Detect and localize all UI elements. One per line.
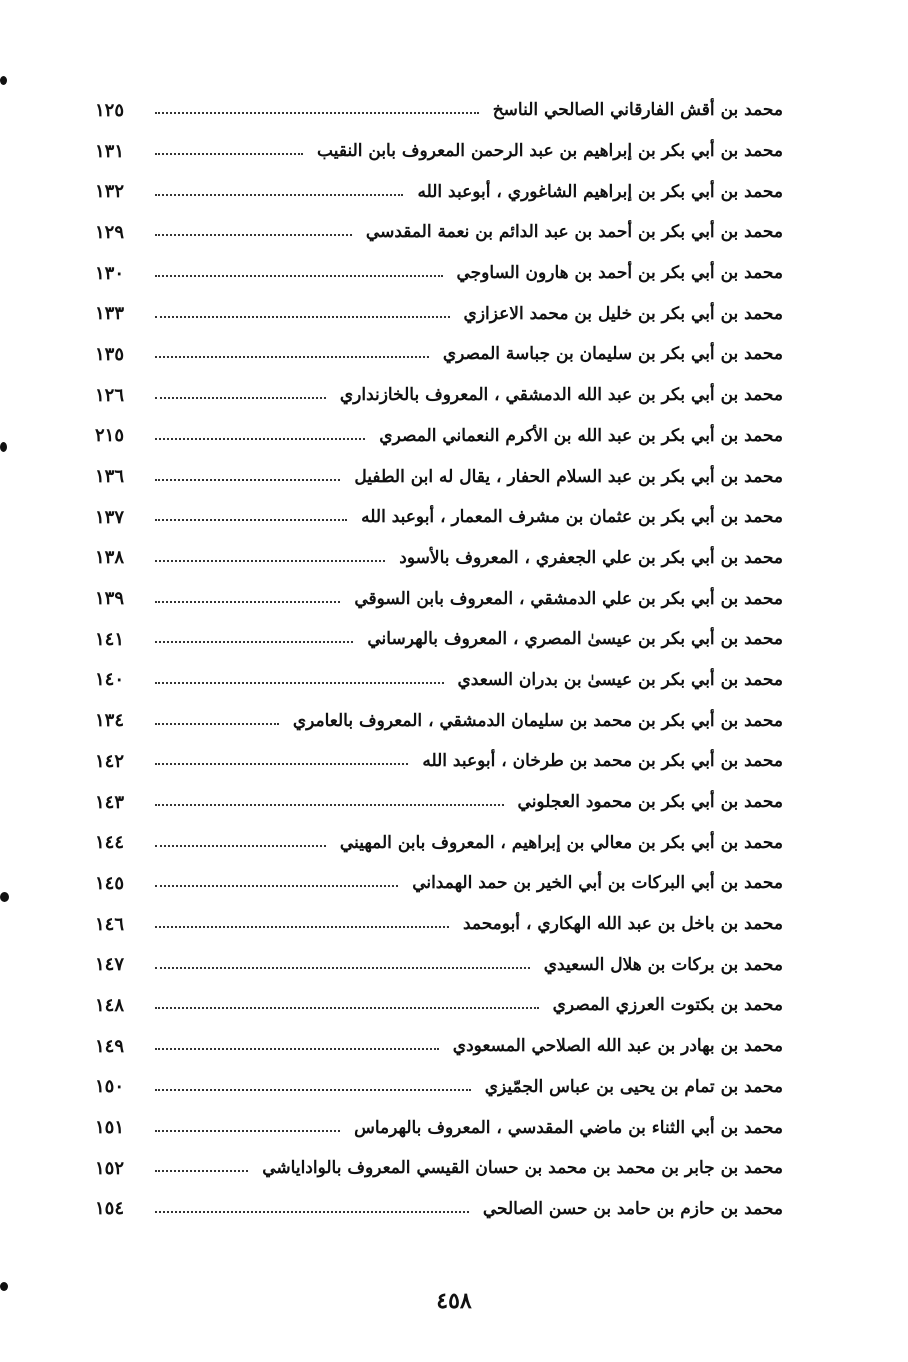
- entry-page-number: ١٥٠: [95, 1076, 125, 1098]
- dot-leader: [155, 479, 340, 481]
- entry-name: محمد بن أبي بكر بن أحمد بن عبد الدائم بن نعمة المقدسي: [365, 222, 783, 243]
- entry-page-number: ١٢٩: [95, 221, 125, 243]
- entry-name: محمد بن أبي الثناء بن ماضي المقدسي ، المعروف بالهرماس: [354, 1117, 783, 1138]
- binding-mark: [0, 1282, 8, 1291]
- entry-page-number: ١٤١: [95, 628, 125, 650]
- entry-name: محمد بن أبي بكر بن عبد الله بن الأكرم النعماني المصري: [379, 425, 783, 446]
- index-entry: [95, 171, 783, 212]
- entry-name: محمد بن أبي بكر بن خليل بن محمد الاعزازي: [463, 303, 783, 324]
- index-entry: [95, 985, 783, 1026]
- dot-leader: [155, 316, 450, 318]
- index-entry: [95, 822, 783, 863]
- entry-name: محمد بن باخل بن عبد الله الهكاري ، أبومحمد: [462, 914, 783, 935]
- entry-page-number: ١٤٩: [95, 1035, 125, 1057]
- dot-leader: [155, 234, 352, 236]
- dot-leader: [155, 1048, 439, 1050]
- index-entry: [95, 1107, 783, 1148]
- entry-name: محمد بن أبي بكر بن إبراهيم بن عبد الرحمن المعروف بابن النقيب: [317, 141, 783, 162]
- entry-page-number: ١٤٤: [95, 832, 125, 854]
- entry-name: محمد بن أبي بكر بن معالي بن إبراهيم ، المعروف بابن المهيني: [339, 832, 783, 853]
- dot-leader: [155, 397, 326, 399]
- dot-leader: [155, 926, 449, 928]
- entry-page-number: ٢١٥: [95, 425, 125, 447]
- index-entry: [95, 619, 783, 660]
- index-entry: [95, 293, 783, 334]
- entry-page-number: ١٤٨: [95, 994, 125, 1016]
- index-entry: [95, 700, 783, 741]
- dot-leader: [155, 601, 340, 603]
- entry-name: محمد بن أبي بكر بن محمد بن طرخان ، أبوعبد الله: [422, 751, 783, 772]
- dot-leader: [155, 275, 443, 277]
- entry-name: محمد بن أبي بكر بن محمود العجلوني: [517, 792, 783, 813]
- entry-page-number: ١٥٢: [95, 1157, 125, 1179]
- index-entry: [95, 1189, 783, 1230]
- index-entry: [95, 1067, 783, 1108]
- index-entry: [95, 863, 783, 904]
- dot-leader: [155, 194, 403, 196]
- index-entry: [95, 253, 783, 294]
- entry-page-number: ١٣٨: [95, 547, 125, 569]
- index-entry: [95, 944, 783, 985]
- entry-name: محمد بن أقش الفارقاني الصالحي الناسخ: [492, 100, 783, 121]
- index-entry: [95, 497, 783, 538]
- entry-page-number: ١٣٠: [95, 262, 125, 284]
- index-entry: [95, 782, 783, 823]
- entry-page-number: ١٣٩: [95, 588, 125, 610]
- index-entry: [95, 416, 783, 457]
- index-entry: [95, 334, 783, 375]
- dot-leader: [155, 1007, 539, 1009]
- entry-name: محمد بن أبي بكر بن عبد السلام الحفار ، يقال له ابن الطفيل: [354, 466, 783, 487]
- dot-leader: [155, 682, 444, 684]
- index-entry: [95, 578, 783, 619]
- dot-leader: [155, 519, 347, 521]
- entry-page-number: ١٤٠: [95, 669, 125, 691]
- entry-page-number: ١٢٦: [95, 384, 125, 406]
- binding-mark: [0, 442, 7, 452]
- dot-leader: [155, 560, 385, 562]
- entry-page-number: ١٤٦: [95, 913, 125, 935]
- dot-leader: [155, 356, 429, 358]
- entry-name: محمد بن حازم بن حامد بن حسن الصالحي: [482, 1198, 783, 1219]
- entry-name: محمد بن أبي بكر بن عيسىٰ المصري ، المعروف بالهرساني: [367, 629, 783, 650]
- entry-page-number: ١٤٣: [95, 791, 125, 813]
- dot-leader: [155, 967, 530, 969]
- entry-name: محمد بن بكتوت العرزي المصري: [552, 995, 783, 1016]
- entry-name: محمد بن جابر بن محمد بن محمد بن حسان القيسي المعروف بالواداياشي: [262, 1158, 783, 1179]
- dot-leader: [155, 763, 408, 765]
- entry-page-number: ١٣٧: [95, 506, 125, 528]
- entry-name: محمد بن أبي بكر بن محمد بن سليمان الدمشقي ، المعروف بالعامري: [292, 710, 783, 731]
- dot-leader: [155, 1089, 471, 1091]
- entry-name: محمد بن أبي بكر بن إبراهيم الشاغوري ، أبوعبد الله: [417, 181, 783, 202]
- dot-leader: [155, 438, 365, 440]
- entry-page-number: ١٣٤: [95, 710, 125, 732]
- entry-page-number: ١٢٥: [95, 99, 125, 121]
- dot-leader: [155, 112, 479, 114]
- entry-name: محمد بن أبي بكر بن سليمان بن جباسة المصري: [442, 344, 783, 365]
- entry-page-number: ١٣٦: [95, 466, 125, 488]
- index-entry: [95, 90, 783, 131]
- page-number: ٤٥٨: [436, 1288, 472, 1314]
- index-entry: [95, 1148, 783, 1189]
- binding-mark: [0, 892, 9, 902]
- entry-name: محمد بن أبي بكر بن عيسىٰ بن بدران السعدي: [457, 669, 783, 690]
- index-entry: [95, 538, 783, 579]
- index-entry: [95, 131, 783, 172]
- entry-name: محمد بن تمام بن يحيى بن عباس الجمّيزي: [484, 1076, 783, 1097]
- index-entry: [95, 212, 783, 253]
- index-entries: [95, 90, 783, 1229]
- index-entry: [95, 741, 783, 782]
- entry-name: محمد بن أبي بكر بن عثمان بن مشرف المعمار ، أبوعبد الله: [361, 507, 783, 528]
- entry-name: محمد بن أبي بكر بن علي الدمشقي ، المعروف بابن السوقي: [354, 588, 783, 609]
- entry-page-number: ١٣١: [95, 140, 125, 162]
- index-entry: [95, 456, 783, 497]
- dot-leader: [155, 153, 303, 155]
- dot-leader: [155, 1170, 248, 1172]
- dot-leader: [155, 845, 326, 847]
- index-entry: [95, 904, 783, 945]
- dot-leader: [155, 1130, 340, 1132]
- dot-leader: [155, 641, 353, 643]
- entry-page-number: ١٤٢: [95, 750, 125, 772]
- entry-name: محمد بن أبي البركات بن أبي الخير بن حمد الهمداني: [412, 873, 783, 894]
- entry-name: محمد بن أبي بكر بن علي الجعفري ، المعروف بالأسود: [399, 547, 783, 568]
- entry-page-number: ١٤٥: [95, 872, 125, 894]
- index-entry: [95, 1026, 783, 1067]
- entry-page-number: ١٣٥: [95, 343, 125, 365]
- binding-mark: [0, 76, 7, 85]
- entry-page-number: ١٣٢: [95, 181, 125, 203]
- entry-name: محمد بن أبي بكر بن عبد الله الدمشقي ، المعروف بالخازنداري: [339, 385, 783, 406]
- index-entry: [95, 660, 783, 701]
- dot-leader: [155, 804, 504, 806]
- dot-leader: [155, 1211, 469, 1213]
- entry-page-number: ١٥١: [95, 1117, 125, 1139]
- dot-leader: [155, 885, 398, 887]
- entry-name: محمد بن بركات بن هلال السعيدي: [543, 954, 783, 975]
- entry-name: محمد بن أبي بكر بن أحمد بن هارون الساوجي: [456, 263, 783, 284]
- entry-page-number: ١٥٤: [95, 1198, 125, 1220]
- dot-leader: [155, 723, 279, 725]
- entry-name: محمد بن بهادر بن عبد الله الصلاحي المسعودي: [452, 1036, 783, 1057]
- entry-page-number: ١٤٧: [95, 954, 125, 976]
- index-entry: [95, 375, 783, 416]
- entry-page-number: ١٣٣: [95, 303, 125, 325]
